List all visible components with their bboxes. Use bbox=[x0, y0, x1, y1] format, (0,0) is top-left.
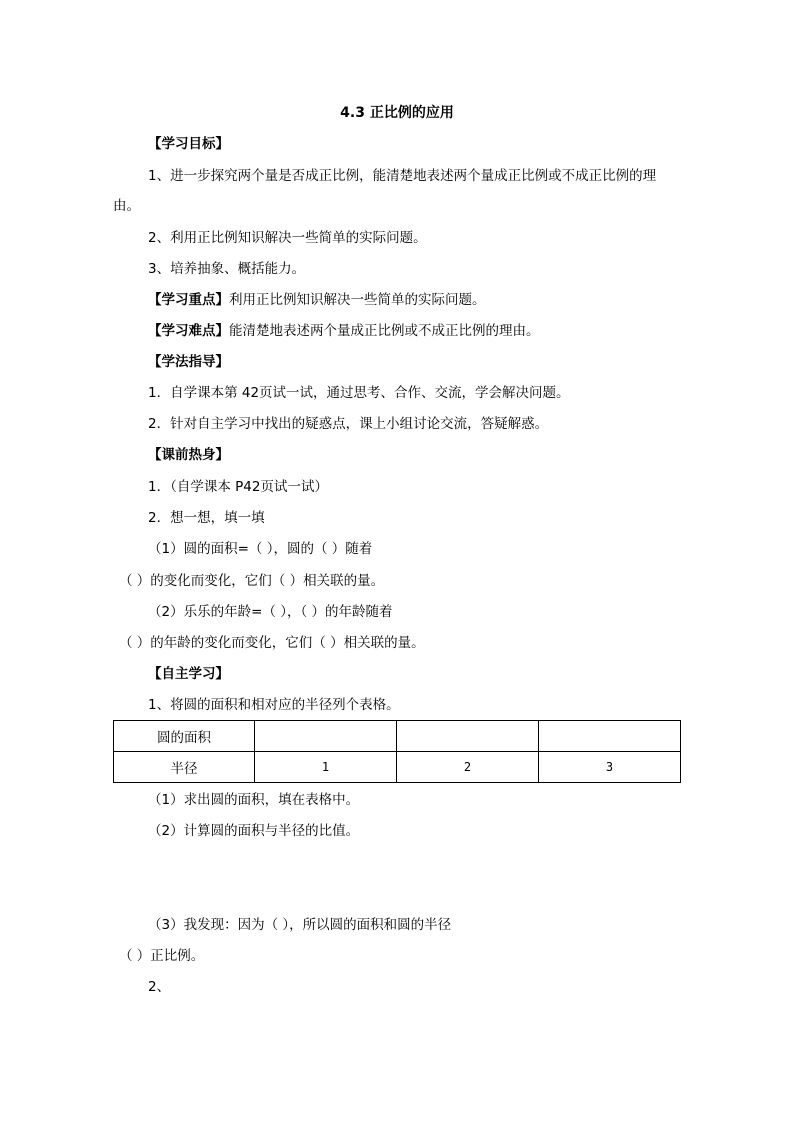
self-study-item-1: 1、将圆的面积和相对应的半径列个表格。 bbox=[148, 697, 400, 713]
row-label-radius: 半径 bbox=[114, 752, 255, 783]
self-study-q2: （2）计算圆的面积与半径的比值。 bbox=[148, 823, 360, 839]
self-study-q3-cont: （ ）正比例。 bbox=[119, 948, 205, 964]
method-heading: 【学法指导】 bbox=[148, 354, 229, 370]
warmup-item-2: 2．想一想，填一填 bbox=[148, 510, 265, 526]
self-study-q3: （3）我发现：因为（ ），所以圆的面积和圆的半径 bbox=[148, 917, 452, 933]
goals-heading: 【学习目标】 bbox=[148, 136, 229, 152]
warmup-heading: 【课前热身】 bbox=[148, 447, 229, 463]
key-point-heading: 【学习重点】 bbox=[148, 292, 229, 308]
table-row bbox=[114, 721, 681, 752]
warmup-q1-cont: （ ）的变化而变化，它们（ ）相关联的量。 bbox=[119, 573, 385, 589]
radius-cell-2: 2 bbox=[397, 752, 539, 783]
warmup-q2-cont: （ ）的年龄的变化而变化，它们（ ）相关联的量。 bbox=[119, 635, 425, 651]
warmup-q2: （2）乐乐的年龄=（ ），（ ）的年龄随着 bbox=[148, 604, 393, 620]
difficulty-text: 能清楚地表述两个量成正比例或不成正比例的理由。 bbox=[229, 323, 540, 339]
self-study-item-2: 2、 bbox=[148, 979, 171, 995]
area-radius-table bbox=[113, 720, 681, 783]
goal-item-3: 3、培养抽象、概括能力。 bbox=[148, 261, 306, 277]
area-cell-3 bbox=[539, 721, 681, 752]
page-title: 4.3 正比例的应用 bbox=[340, 105, 454, 121]
key-point-text: 利用正比例知识解决一些简单的实际问题。 bbox=[229, 292, 486, 308]
method-item-1: 1．自学课本第 42页试一试，通过思考、合作、交流，学会解决问题。 bbox=[148, 385, 570, 401]
area-cell-1 bbox=[255, 721, 397, 752]
warmup-item-1: 1．（自学课本 P42页试一试） bbox=[148, 479, 328, 495]
self-study-heading: 【自主学习】 bbox=[148, 666, 229, 682]
self-study-q1: （1）求出圆的面积，填在表格中。 bbox=[148, 792, 360, 808]
goal-item-1-cont: 由。 bbox=[113, 198, 140, 214]
key-point-line bbox=[148, 291, 486, 309]
radius-cell-3: 3 bbox=[539, 752, 681, 783]
warmup-q1: （1）圆的面积=（ ），圆的（ ）随着 bbox=[148, 541, 373, 557]
goal-item-1: 1、进一步探究两个量是否成正比例，能清楚地表述两个量成正比例或不成正比例的理 bbox=[148, 168, 657, 184]
method-item-2: 2．针对自主学习中找出的疑惑点，课上小组讨论交流，答疑解惑。 bbox=[148, 416, 549, 432]
difficulty-line bbox=[148, 322, 540, 340]
row-label-area: 圆的面积 bbox=[114, 721, 255, 752]
goal-item-2: 2、利用正比例知识解决一些简单的实际问题。 bbox=[148, 230, 427, 246]
radius-cell-1: 1 bbox=[255, 752, 397, 783]
difficulty-heading: 【学习难点】 bbox=[148, 323, 229, 339]
table-row bbox=[114, 752, 681, 783]
area-cell-2 bbox=[397, 721, 539, 752]
